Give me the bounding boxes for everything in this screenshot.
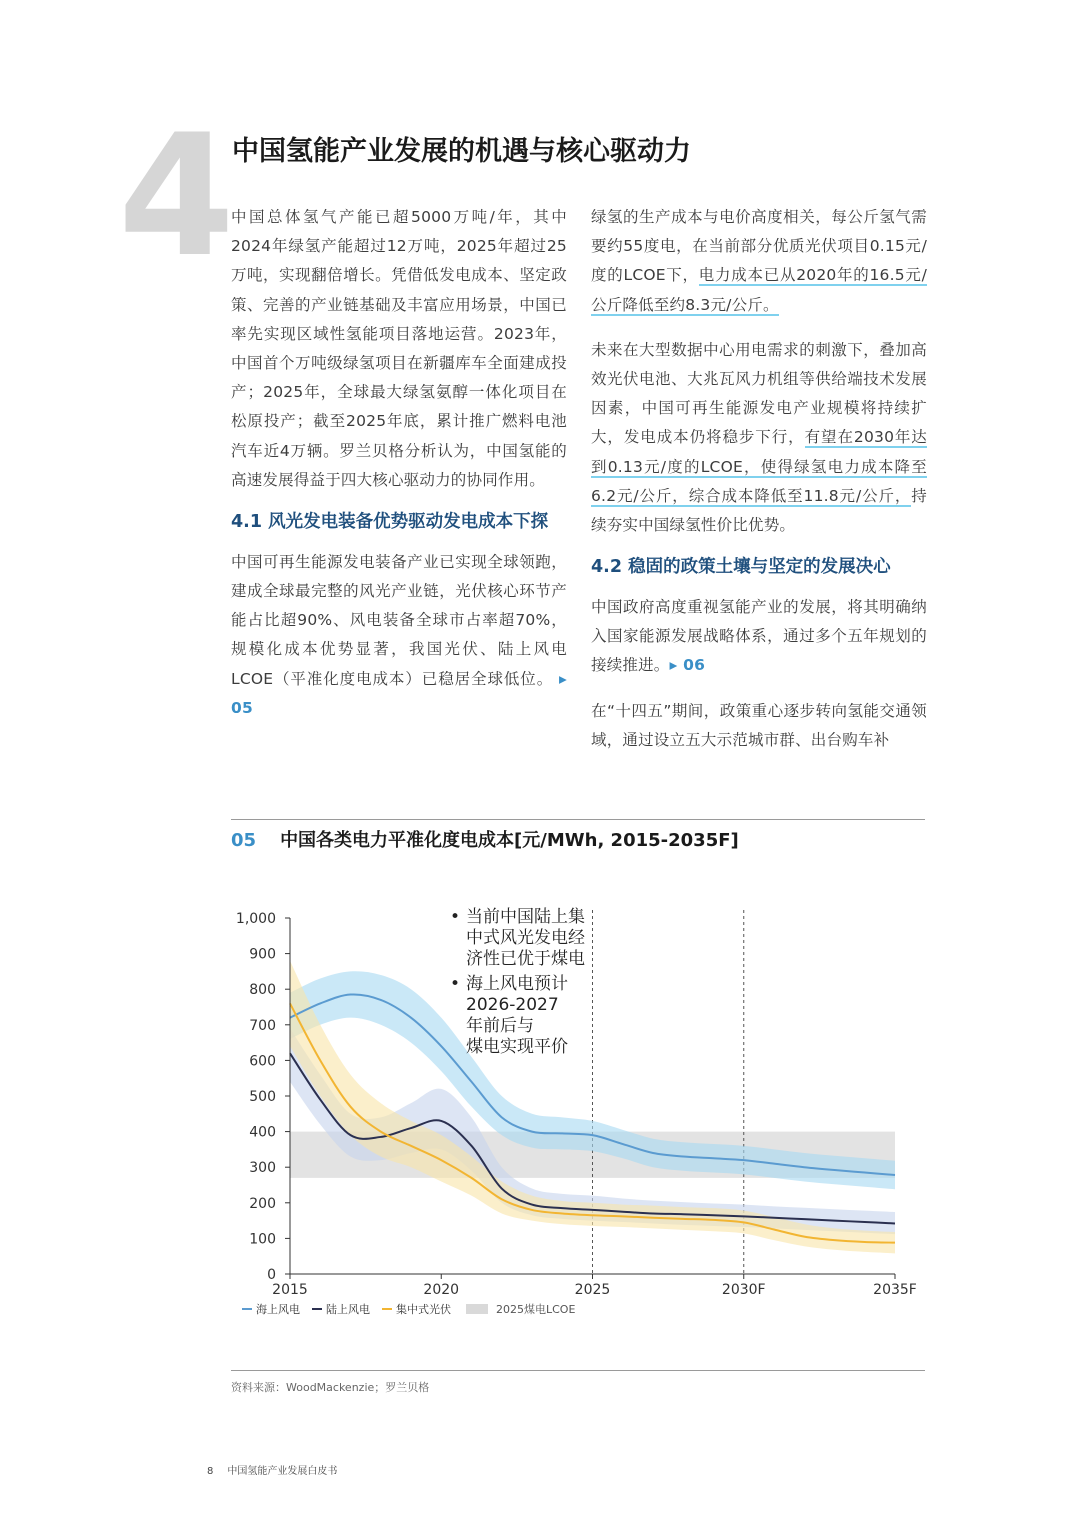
y-tick-label: 500 [249, 1089, 276, 1105]
y-tick-label: 0 [267, 1267, 276, 1283]
y-tick-label: 900 [249, 946, 276, 963]
figure-ref-05[interactable]: ▸ 05 [231, 669, 567, 717]
figure-title: 中国各类电力平准化度电成本[元/MWh, 2015-2035F] [280, 830, 739, 851]
section-number: 4 [118, 98, 231, 294]
x-tick-label: 2025 [574, 1282, 611, 1298]
y-tick-label: 700 [249, 1017, 276, 1034]
legend-label: 集中式光伏 [396, 1303, 451, 1316]
y-tick-label: 600 [249, 1053, 276, 1070]
highlight-lcoe-2030: 有望在2030年达到0.13元/度的LCOE，使得绿氢电力成本降至6.2元/公斤，综合成本降低至11.8元/公斤， [591, 428, 927, 505]
section-4-2-title: 4.2 稳固的政策土壤与坚定的发展决心 [591, 557, 891, 578]
intro-paragraph: 中国总体氢气产能已超5000万吨/年，其中2024年绿氢产能超过12万吨，2025年超过25万吨，实现翻倍增长。凭借低发电成本、坚定政策、完善的产业链基础及丰富应用场景，中国已率先实现区域性氢能项目落地运营。2023年，中国首个万吨级绿氢项目在新疆库车全面建成投产；2025年，全球最大绿氢氨醇一体化项目在松原投产；截至2025年底，累计推广燃料电池汽车近4万辆。罗兰贝格分析认为，中国氢能的高速发展得益于四大核心驱动力的协同作用。 [231, 208, 567, 489]
section-4-1-text: 中国可再生能源发电装备产业已实现全球领跑，建成全球最完整的风光产业链，光伏核心环节产能占比超90%、风电装备全球市占率超70%，规模化成本优势显著，我国光伏、陆上风电LCOE（平准化度电成本）已稳居全球低位。 [231, 552, 567, 688]
section-4-2-paragraph-2: 在“十四五”期间，政策重心逐步转向氢能交通领域，通过设立五大示范城市群、出台购车补 [591, 701, 927, 749]
cost-text: 绿氢的生产成本与电价高度相关，每公斤氢气需要约55度电，在当前部分优质光伏项目0.15元/度的LCOE下， [591, 208, 927, 285]
legend-item [242, 1302, 300, 1316]
legend-item [382, 1302, 451, 1316]
legend-swatch [466, 1304, 488, 1314]
page-title: 中国氢能产业发展的机遇与核心驱动力 [232, 136, 691, 167]
x-tick-label: 2030F [721, 1282, 766, 1298]
y-tick-label: 800 [249, 982, 276, 999]
section-4-2-text: 中国政府高度重视氢能产业的发展，将其明确纳入国家能源发展战略体系，通过多个五年规划的接续推进。 [591, 597, 927, 675]
legend-label: 2025煤电LCOE [496, 1303, 576, 1316]
y-tick-label: 300 [249, 1160, 276, 1177]
annotation-text: 当前中国陆上集中式风光发电经济性已优于煤电 [466, 907, 585, 969]
annotation-text: 海上风电预计 2026-2027 年前后与煤电实现平价 [466, 974, 568, 1057]
annotation-1 [450, 974, 568, 1057]
figure-ref-06[interactable]: ▸ 06 [669, 656, 706, 675]
legend-label: 陆上风电 [326, 1303, 370, 1316]
section-4-1-title: 4.1 风光发电装备优势驱动发电成本下探 [231, 512, 549, 533]
highlight-cost-2020: 电力成本已从2020年的16.5元/公斤降低至约8.3元/公斤。 [591, 266, 927, 314]
x-tick-label: 2020 [423, 1282, 460, 1298]
y-tick-label: 200 [249, 1195, 276, 1212]
x-tick-label: 2035F [873, 1282, 917, 1298]
y-tick-label: 100 [249, 1231, 276, 1248]
source-note: 资料来源：WoodMackenzie；罗兰贝格 [231, 1381, 430, 1394]
figure-number: 05 [231, 830, 257, 851]
legend-label: 海上风电 [256, 1303, 300, 1316]
outlook-text: 未来在大型数据中心用电需求的刺激下，叠加高效光伏电池、大兆瓦风力机组等供给端技术发展因素，中国可再生能源发电产业规模将持续扩大，发电成本仍将稳步下行， [591, 340, 927, 447]
annotation-bullet: • [450, 974, 461, 994]
page-number: 8 [207, 1466, 214, 1477]
y-tick-label: 1,000 [235, 911, 276, 927]
annotation-0 [450, 906, 585, 969]
chart-legend [242, 1302, 575, 1316]
annotation-bullet: • [450, 907, 461, 927]
y-tick-label: 400 [249, 1124, 276, 1141]
outlook-text-end: 持续夯实中国绿氢性价比优势。 [591, 486, 927, 535]
legend-item [466, 1302, 575, 1316]
legend-item [312, 1302, 370, 1316]
footer-title: 中国氢能产业发展白皮书 [227, 1466, 338, 1477]
x-tick-label: 2015 [272, 1282, 308, 1298]
figure-bottom-rule [231, 1370, 925, 1371]
page-footer [207, 1462, 337, 1477]
